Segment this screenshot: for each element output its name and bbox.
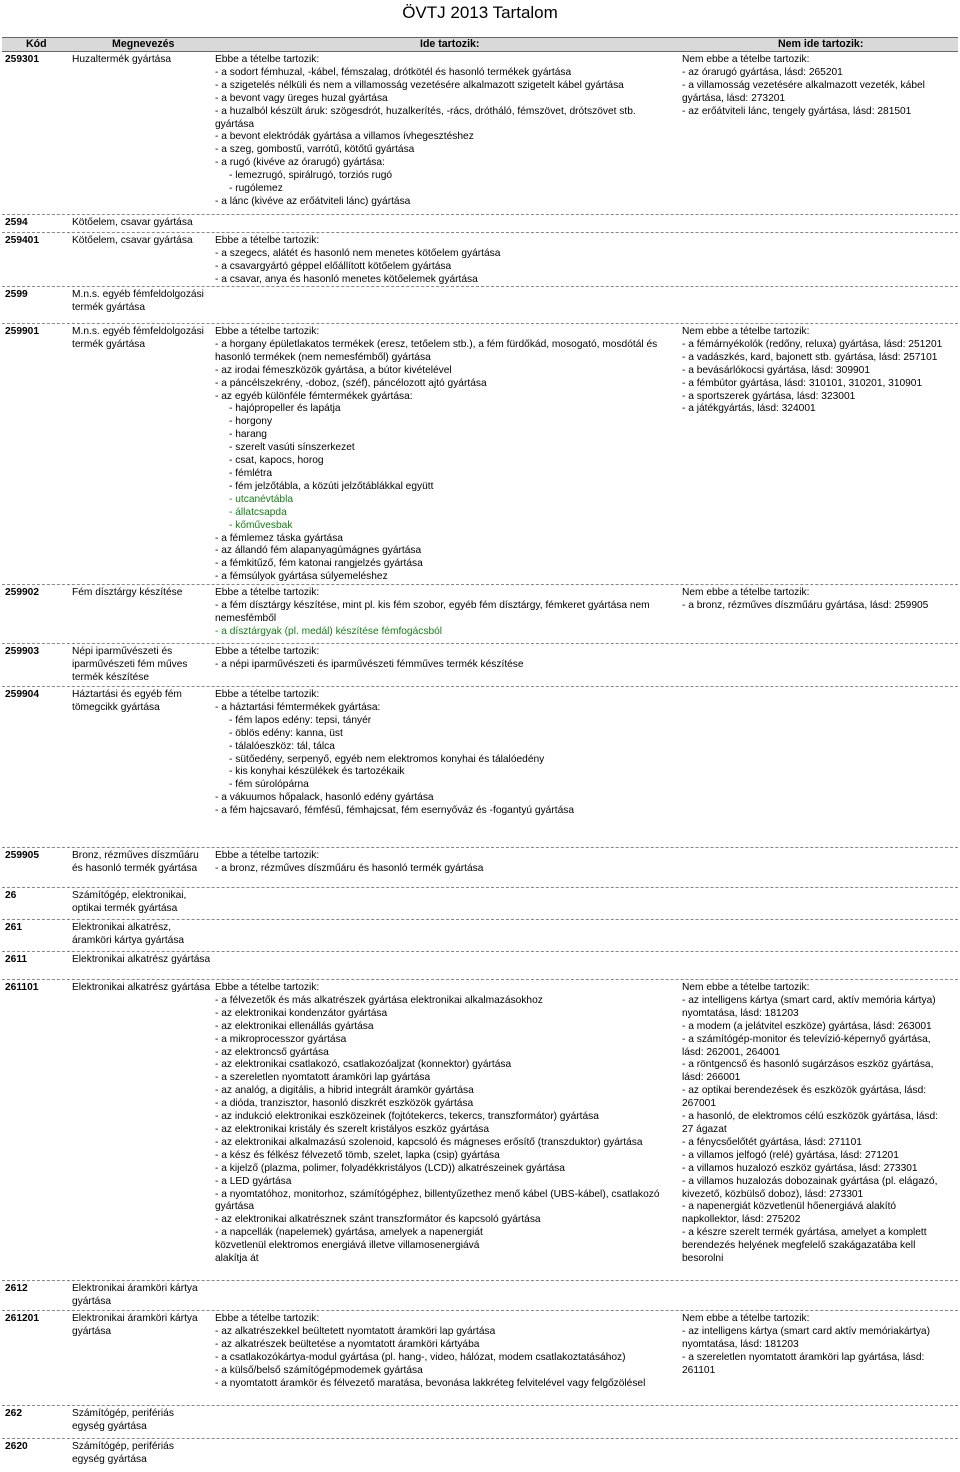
excludes-line: - a fénycsőelőtét gyártása, lásd: 271101 [682, 1136, 862, 1148]
header-kod: Kód [26, 38, 47, 50]
includes-line: - a lánc (kivéve az erőátviteli lánc) gyártása [215, 195, 411, 207]
includes-line: - a csavar, anya és hasonló menetes kötőelemek gyártása [215, 273, 478, 285]
excludes-line: - az órarugó gyártása, lásd: 265201 [682, 66, 843, 78]
includes-line: - hajópropeller és lapátja [229, 403, 341, 415]
table-row [2, 847, 958, 888]
excludes-line: nyomtatása, lásd: 181203 [682, 1007, 799, 1019]
includes-line: - fémlétra [229, 467, 273, 479]
includes-line: - sütőedény, serpenyő, egyéb nem elektromos konyhai és tálalóedény [229, 753, 545, 765]
includes-line: - fém jelzőtábla, a közúti jelzőtáblákkal együtt [229, 480, 434, 492]
excludes-line: 261101 [682, 1364, 716, 1376]
includes-line: hasonló termékek (nem nemesfémből) gyártása [215, 351, 431, 363]
includes-line: - a mikroprocesszor gyártása [215, 1033, 347, 1045]
includes-line: - szerelt vasúti sínszerkezet [229, 442, 355, 454]
table-row [2, 979, 958, 1281]
excludes-line: - a villamosság vezetésére alkalmazott vezeték, kábel [682, 79, 925, 91]
row-excludes [682, 587, 956, 613]
row-name-line: M.n.s. egyéb fémfeldolgozási [72, 326, 204, 337]
includes-line: - a fémsúlyok gyártása súlyemeléshez [215, 571, 388, 583]
includes-line: - az elektronikai alkatrésznek szánt transzformátor és kapcsoló gyártása [215, 1214, 541, 1226]
includes-line: - a szigetelés nélküli és nem a villamosság vezetésére alkalmazott szigetelt kábel gyártása [215, 79, 624, 91]
row-name [72, 922, 212, 948]
includes-line: - tálalóeszköz: tál, tálca [229, 740, 335, 752]
table-row [2, 323, 958, 585]
row-name-line: és hasonló termék gyártása [72, 862, 198, 874]
includes-line: - a huzalból készült áruk: szögesdrót, huzalkerítés, -rács, drótháló, fémszövet, drótszövet stb. [215, 105, 636, 117]
excludes-line: berendezés helyének megfelelő szakágazatába kell [682, 1240, 916, 1252]
includes-line: - a bevont vagy üreges huzal gyártása [215, 92, 388, 104]
includes-line: - a dísztárgyak (pl. medál) készítése fémfogácsból [215, 625, 443, 637]
row-name [72, 587, 212, 600]
row-name-line: tömegcikk gyártása [72, 701, 160, 713]
includes-line: - a sodort fémhuzal, -kábel, fémszalag, drótkötél és hasonló termékek gyártása [215, 66, 572, 78]
excludes-line: 267001 [682, 1098, 716, 1110]
table-row [2, 1405, 958, 1439]
row-name-line: áramköri kártya gyártása [72, 934, 185, 946]
excludes-line: - a készre szerelt termék gyártása, amelyet a komplett [682, 1227, 927, 1239]
excludes-line: nyomtatása, lásd: 181203 [682, 1338, 799, 1350]
includes-line: Ebbe a tételbe tartozik: [215, 850, 320, 861]
includes-line: - a napcellák (napelemek) gyártása, amelyek a napenergiát [215, 1227, 483, 1239]
includes-line: - a dióda, tranzisztor, hasonló diszkrét eszközök gyártása [215, 1098, 474, 1110]
includes-line: - kis konyhai készülékek és tartozékaik [229, 766, 405, 778]
table-row [2, 286, 958, 324]
includes-line: - az irodai fémeszközök gyártása, a bútor kivételével [215, 364, 452, 376]
includes-line: - az egyéb különféle fémtermékek gyártása: [215, 390, 413, 402]
row-name-line: termék készítése [72, 671, 149, 683]
row-code: 261201 [5, 1313, 39, 1324]
row-name-line: egység gyártása [72, 1420, 147, 1432]
includes-line: Ebbe a tételbe tartozik: [215, 326, 320, 337]
row-name [72, 646, 212, 685]
includes-line: - az állandó fém alapanyagúmágnes gyártása [215, 545, 422, 557]
header-ide: Ide tartozik: [420, 38, 480, 50]
row-includes [215, 326, 677, 584]
row-name [72, 217, 212, 230]
includes-line: Ebbe a tételbe tartozik: [215, 689, 320, 700]
row-name-line: Számítógép, elektronikai, [72, 890, 187, 901]
row-name-line: Huzaltermék gyártása [72, 54, 172, 65]
includes-line: - öblös edény: kanna, üst [229, 727, 343, 739]
includes-line: - kőművesbak [229, 519, 293, 531]
table-row [2, 919, 958, 952]
row-code: 261 [5, 922, 22, 933]
includes-line: - állatcsapda [229, 506, 287, 518]
excludes-line: - a fémárnyékolók (redőny, reluxa) gyártása, lásd: 251201 [682, 338, 943, 350]
excludes-line: - a hasonló, de elektromos célú eszközök gyártása, lásd: [682, 1111, 938, 1123]
row-code: 2611 [5, 954, 28, 965]
excludes-line: - a villamos jelfogó (relé) gyártása, lásd: 271201 [682, 1149, 899, 1161]
row-name-line: gyártása [72, 1295, 112, 1307]
includes-line: - lemezrugó, spirálrugó, torziós rugó [229, 170, 393, 182]
includes-line: - a bevont elektródák gyártása a villamos ívhegesztéshez [215, 131, 474, 143]
includes-line: - a fémlemez táska gyártása [215, 532, 343, 544]
row-name-line: Fém dísztárgy készítése [72, 587, 183, 598]
includes-line: Ebbe a tételbe tartozik: [215, 235, 320, 246]
row-code: 259901 [5, 326, 39, 337]
row-name [72, 954, 212, 967]
row-name-line: egység gyártása [72, 1453, 147, 1465]
row-name-line: termék gyártása [72, 338, 146, 350]
includes-line: - a szeg, gombostű, varrótű, kötőtű gyártása [215, 144, 415, 156]
includes-line: Ebbe a tételbe tartozik: [215, 54, 320, 65]
row-code: 259905 [5, 850, 39, 861]
row-excludes [682, 54, 956, 119]
includes-line: - az indukció elektronikai eszközeinek (fojtótekercs, tekercs, transzformátor) gyártása [215, 1111, 599, 1123]
includes-line: - az analóg, a digitális, a hibrid integrált áramkör gyártása [215, 1085, 474, 1097]
includes-line: közvetlenül elektromos energiává illetve villamosenergiává [215, 1240, 480, 1252]
includes-line: - az elektroncső gyártása [215, 1046, 329, 1058]
excludes-line: Nem ebbe a tételbe tartozik: [682, 54, 810, 65]
page-title: ÖVTJ 2013 Tartalom [402, 3, 558, 22]
row-includes [215, 646, 677, 672]
row-name-line: Számítógép, perifériás [72, 1408, 174, 1419]
includes-line: - horgony [229, 416, 273, 428]
row-code: 261101 [5, 982, 39, 993]
excludes-line: Nem ebbe a tételbe tartozik: [682, 587, 810, 598]
includes-line: Ebbe a tételbe tartozik: [215, 587, 320, 598]
includes-line: - fém lapos edény: tepsi, tányér [229, 714, 372, 726]
includes-line: - fém súrolópárna [229, 779, 309, 791]
row-includes [215, 1313, 677, 1390]
row-code: 2612 [5, 1283, 28, 1294]
table-row [2, 1280, 958, 1311]
includes-line: - csat, kapocs, horog [229, 455, 324, 467]
excludes-line: - a villamos huzalozás dobozainak gyártása (pl. elágazó, [682, 1175, 938, 1187]
includes-line: - az elektronikai kristály és szerelt kristályos eszköz gyártása [215, 1123, 490, 1135]
includes-line: Ebbe a tételbe tartozik: [215, 982, 320, 993]
includes-line: - a csatlakozókártya-modul gyártása (pl. hang-, video, hálózat, modem csatlakoztatásához) [215, 1351, 626, 1363]
excludes-line: 27 ágazat [682, 1123, 727, 1135]
row-includes [215, 689, 677, 818]
row-name-line: gyártása [72, 1325, 112, 1337]
row-name [72, 54, 212, 67]
includes-line: Ebbe a tételbe tartozik: [215, 1313, 320, 1324]
excludes-line: - a játékgyártás, lásd: 324001 [682, 403, 816, 415]
includes-line: - a félvezetők és más alkatrészek gyártása elektronikai alkalmazásokhoz [215, 994, 543, 1006]
excludes-line: gyártása, lásd: 273201 [682, 92, 786, 104]
excludes-line: napkollektor, lásd: 275202 [682, 1214, 801, 1226]
table-row [2, 643, 958, 687]
excludes-line: - a számítógép-monitor és televízió-képernyő gyártása, [682, 1033, 931, 1045]
row-includes [215, 587, 677, 639]
row-name-line: Számítógép, perifériás [72, 1441, 174, 1452]
includes-line: - a nyomtatott áramkör és félvezető maratása, bevonása lakkréteg felvitelével vagy felgőzölésel [215, 1377, 646, 1389]
includes-line: - a rugó (kivéve az órarugó) gyártása: [215, 157, 385, 169]
includes-line: Ebbe a tételbe tartozik: [215, 646, 320, 657]
table-row [2, 52, 958, 214]
table-header [2, 37, 958, 52]
table-row [2, 584, 958, 644]
row-name-line: Kötőelem, csavar gyártása [72, 217, 193, 228]
excludes-line: - a villamos huzalozó eszköz gyártása, lásd: 273301 [682, 1162, 918, 1174]
row-name-line: Elektronikai áramköri kártya [72, 1283, 198, 1294]
includes-line: - a kész és félkész félvezető tömb, szelet, lapka (csip) gyártása [215, 1149, 500, 1161]
excludes-line: - a modem (a jelátvitel eszköze) gyártása, lásd: 263001 [682, 1020, 932, 1032]
row-name [72, 1441, 212, 1467]
includes-line: - a bronz, rézműves díszműáru és hasonló termék gyártása [215, 862, 484, 874]
row-name-line: Elektronikai alkatrész gyártása [72, 954, 211, 965]
includes-line: - a háztartási fémtermékek gyártása: [215, 701, 381, 713]
excludes-line: lásd: 262001, 264001 [682, 1046, 780, 1058]
includes-line: alakítja át [215, 1253, 259, 1265]
row-excludes [682, 982, 956, 1266]
includes-line: - a páncélszekrény, -doboz, (széf), páncélozott ajtó gyártása [215, 377, 487, 389]
row-name-line: Elektronikai alkatrész, [72, 922, 172, 933]
excludes-line: - az optikai berendezések és eszközök gyártása, lásd: [682, 1085, 927, 1097]
excludes-line: - a napenergiát közvetlenül hőenergiává alakító [682, 1201, 897, 1213]
table-row [2, 1438, 958, 1469]
table-row [2, 887, 958, 920]
row-name-line: iparművészeti fém műves [72, 658, 188, 670]
includes-line: - utcanévtábla [229, 493, 293, 505]
includes-line: - az alkatrészekkel beültetett nyomtatott áramköri lap gyártása [215, 1325, 496, 1337]
includes-line: - a nyomtatóhoz, monitorhoz, számítógéphez, billentyűzethez menő kábel (UBS-kábel), csatlakozó [215, 1188, 660, 1200]
row-name-line: optikai termék gyártása [72, 902, 178, 914]
excludes-line: - az intelligens kártya (smart card aktív memóriakártya) [682, 1325, 930, 1337]
includes-line: nemesfémből [215, 612, 277, 624]
header-megnevezes: Megnevezés [112, 38, 175, 50]
includes-line: - a szereletlen nyomtatott áramköri lap gyártása [215, 1072, 431, 1084]
table-row [2, 686, 958, 848]
includes-line: gyártása [215, 118, 255, 130]
excludes-line: - a bronz, rézműves díszműáru gyártása, lásd: 259905 [682, 599, 929, 611]
row-name [72, 1313, 212, 1339]
row-name [72, 982, 212, 995]
row-name-line: Kötőelem, csavar gyártása [72, 235, 193, 246]
includes-line: - a népi iparművészeti és iparművészeti fémműves termék készítése [215, 658, 524, 670]
includes-line: - a fém hajcsavaró, fémfésű, fémhajcsat, fém esernyőváz és -fogantyú gyártása [215, 805, 574, 817]
row-excludes [682, 326, 956, 416]
row-name-line: Népi iparművészeti és [72, 646, 173, 657]
row-name [72, 1283, 212, 1309]
includes-line: - a kijelző (plazma, polimer, folyadékkristályos (LCD)) alkatrészeinek gyártása [215, 1162, 565, 1174]
row-code: 2620 [5, 1441, 28, 1452]
row-name [72, 689, 212, 715]
excludes-line: besorolni [682, 1253, 724, 1265]
includes-line: - az elektronikai kondenzátor gyártása [215, 1007, 388, 1019]
includes-line: - a LED gyártása [215, 1175, 292, 1187]
includes-line: - a külső/belső számítógépmodemek gyártása [215, 1364, 423, 1376]
row-name-line: Háztartási és egyéb fém [72, 689, 182, 700]
includes-line: - a fémkitűző, fém katonai rangjelzés gyártása [215, 558, 423, 570]
row-code: 259902 [5, 587, 39, 598]
row-code: 259401 [5, 235, 39, 246]
includes-line: - rugólemez [229, 183, 283, 195]
row-name [72, 235, 212, 248]
row-name [72, 850, 212, 876]
includes-line: - az elektronikai ellenállás gyártása [215, 1020, 374, 1032]
row-name [72, 289, 212, 315]
row-includes [215, 982, 677, 1266]
row-code: 262 [5, 1408, 22, 1419]
excludes-line: Nem ebbe a tételbe tartozik: [682, 326, 810, 337]
excludes-line: Nem ebbe a tételbe tartozik: [682, 1313, 810, 1324]
excludes-line: - az intelligens kártya (smart card, aktív memória kártya) [682, 994, 936, 1006]
includes-line: - a vákuumos hőpalack, hasonló edény gyártása [215, 792, 434, 804]
row-code: 259301 [5, 54, 39, 65]
table-row [2, 214, 958, 233]
row-name [72, 1408, 212, 1434]
excludes-line: kivezető, közbülső doboz), lásd: 273301 [682, 1188, 864, 1200]
row-name-line: Elektronikai alkatrész gyártása [72, 982, 211, 993]
table-row [2, 951, 958, 980]
excludes-line: - a röntgencső és hasonló sugárzásos eszköz gyártása, [682, 1059, 934, 1071]
includes-line: - a fém dísztárgy készítése, mint pl. kis fém szobor, egyéb fém dísztárgy, fémkeret gyártása nem [215, 599, 650, 611]
row-excludes [682, 1313, 956, 1378]
row-code: 259903 [5, 646, 39, 657]
table-row [2, 232, 958, 287]
header-nem: Nem ide tartozik: [778, 38, 864, 50]
row-name [72, 890, 212, 916]
includes-line: - a horgany épületlakatos termékek (eresz, tetőelem stb.), a fém fürdőkád, mosogató, mosdótál és [215, 338, 658, 350]
row-name [72, 326, 212, 352]
table-row [2, 1310, 958, 1406]
includes-line: - a szegecs, alátét és hasonló nem menetes kötőelem gyártása [215, 247, 501, 259]
excludes-line: - a szereletlen nyomtatott áramköri lap gyártása, lásd: [682, 1351, 925, 1363]
excludes-line: - az erőátviteli lánc, tengely gyártása, lásd: 281501 [682, 105, 912, 117]
includes-line: gyártása [215, 1201, 255, 1213]
excludes-line: lásd: 266001 [682, 1072, 741, 1084]
excludes-line: - a sportszerek gyártása, lásd: 323001 [682, 390, 856, 402]
row-code: 26 [5, 890, 17, 901]
includes-line: - az elektronikai alkalmazású szolenoid, kapcsoló és mágneses erősítő (transzduktor) gyártása [215, 1136, 643, 1148]
row-name-line: termék gyártása [72, 301, 146, 313]
includes-line: - harang [229, 429, 267, 441]
excludes-line: Nem ebbe a tételbe tartozik: [682, 982, 810, 993]
includes-line: - az elektronikai csatlakozó, csatlakozóaljzat (konnektor) gyártása [215, 1059, 512, 1071]
excludes-line: - a fémbútor gyártása, lásd: 310101, 310201, 310901 [682, 377, 923, 389]
row-name-line: Bronz, rézműves díszműáru [72, 850, 199, 861]
includes-line: - a csavargyártó géppel előállított kötőelem gyártása [215, 260, 452, 272]
row-name-line: M.n.s. egyéb fémfeldolgozási [72, 289, 204, 300]
row-name-line: Elektronikai áramköri kártya [72, 1313, 198, 1324]
row-code: 2599 [5, 289, 28, 300]
includes-line: - az alkatrészek beültetése a nyomtatott áramköri kártyába [215, 1338, 480, 1350]
row-includes [215, 235, 677, 287]
excludes-line: - a vadászkés, kard, bajonett stb. gyártása, lásd: 257101 [682, 351, 938, 363]
row-includes [215, 850, 677, 876]
row-code: 259904 [5, 689, 39, 700]
row-code: 2594 [5, 217, 28, 228]
row-includes [215, 54, 677, 209]
excludes-line: - a bevásárlókocsi gyártása, lásd: 309901 [682, 364, 871, 376]
